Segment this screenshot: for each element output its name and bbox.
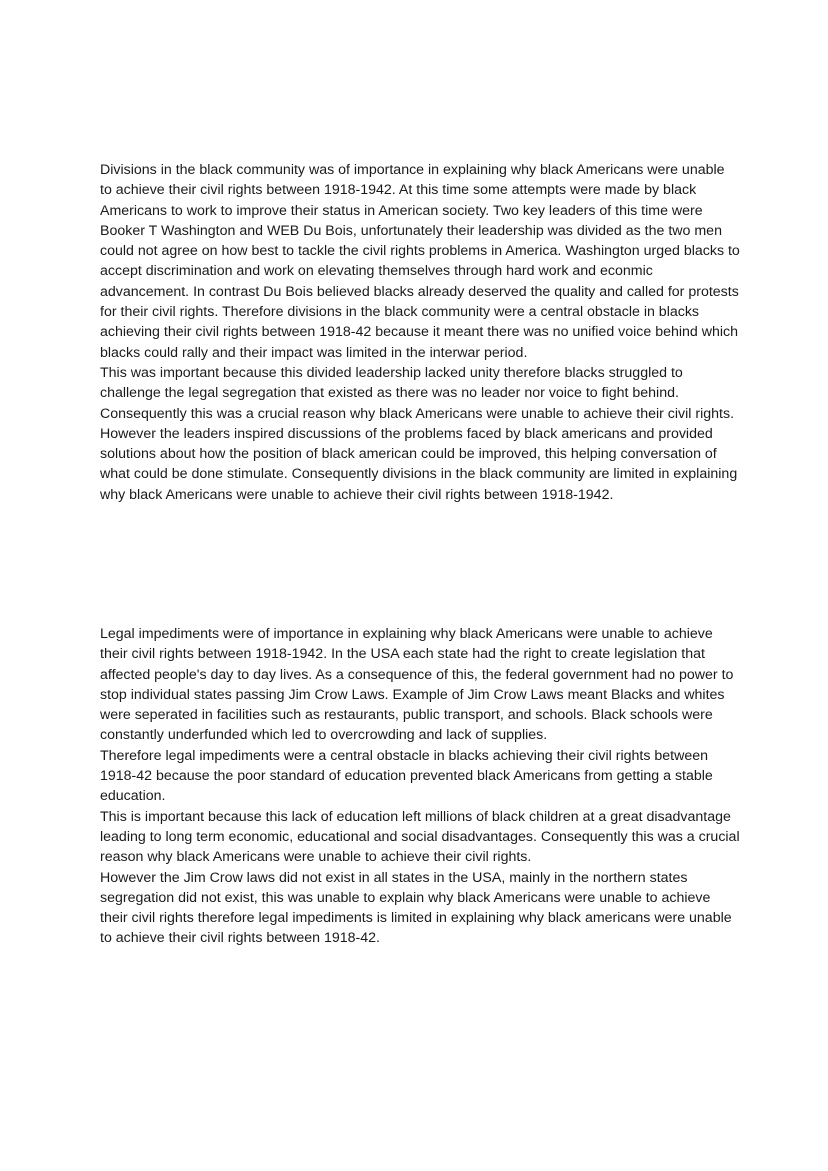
paragraph: Legal impediments were of importance in explaining why black Americans were unable to achieve their civil rights between 1918-1942. In the USA each state had the right to create legislation that affected people's day to day lives. As a consequence of this, the federal government had no power to stop individual states passing Jim Crow Laws. Example of Jim Crow Laws meant Blacks and whites were seperated in facilities such as restaurants, public transport, and schools. Black schools were constantly underfunded which led to overcrowding and lack of supplies. (100, 626, 734, 744)
paragraph: This was important because this divided leadership lacked unity therefore blacks struggled to challenge the legal segregation that existed as there was no leader nor voice to fight behind. Consequently this was a crucial reason why black Americans were unable to achieve their civil rights. (100, 364, 735, 422)
paragraph: However the Jim Crow laws did not exist in all states in the USA, mainly in the northern states segregation did not exist, this was unable to explain why black Americans were unable to achieve their civil rights therefore legal impediments is limited in explaining why black americans were unable to achieve their civil rights between 1918-42. (100, 869, 732, 947)
paragraph: However the leaders inspired discussions of the problems faced by black americans and provided solutions about how the position of black american could be improved, this helping conversation of what could be done stimulate. Consequently divisions in the black community are limited in explaining why black Americans were unable to achieve their civil rights between 1918-1942. (100, 425, 738, 503)
paragraph: This is important because this lack of education left millions of black children at a great disadvantage leading to long term economic, educational and social disadvantages. Consequently this was a crucial reason why black Americans were unable to achieve their civil rights. (100, 808, 740, 866)
essay-section-divisions (100, 160, 740, 505)
paragraph: Therefore legal impediments were a central obstacle in blacks achieving their civil rights between 1918-42 because the poor standard of education prevented black Americans from getting a stable education. (100, 747, 713, 805)
essay-section-legal-impediments (100, 624, 740, 949)
paragraph: Divisions in the black community was of importance in explaining why black Americans were unable to achieve their civil rights between 1918-1942. At this time some attempts were made by black Americans to work to improve their status in American society. Two key leaders of this time were Booker T Washington and WEB Du Bois, unfortunately their leadership was divided as the two men could not agree on how best to tackle the civil rights problems in America. Washington urged blacks to accept discrimination and work on elevating themselves through hard work and econmic advancement. In contrast Du Bois believed blacks already deserved the quality and called for protests for their civil rights. Therefore divisions in the black community were a central obstacle in blacks achieving their civil rights between 1918-42 because it meant there was no unified voice behind which blacks could rally and their impact was limited in the interwar period. (100, 162, 740, 361)
